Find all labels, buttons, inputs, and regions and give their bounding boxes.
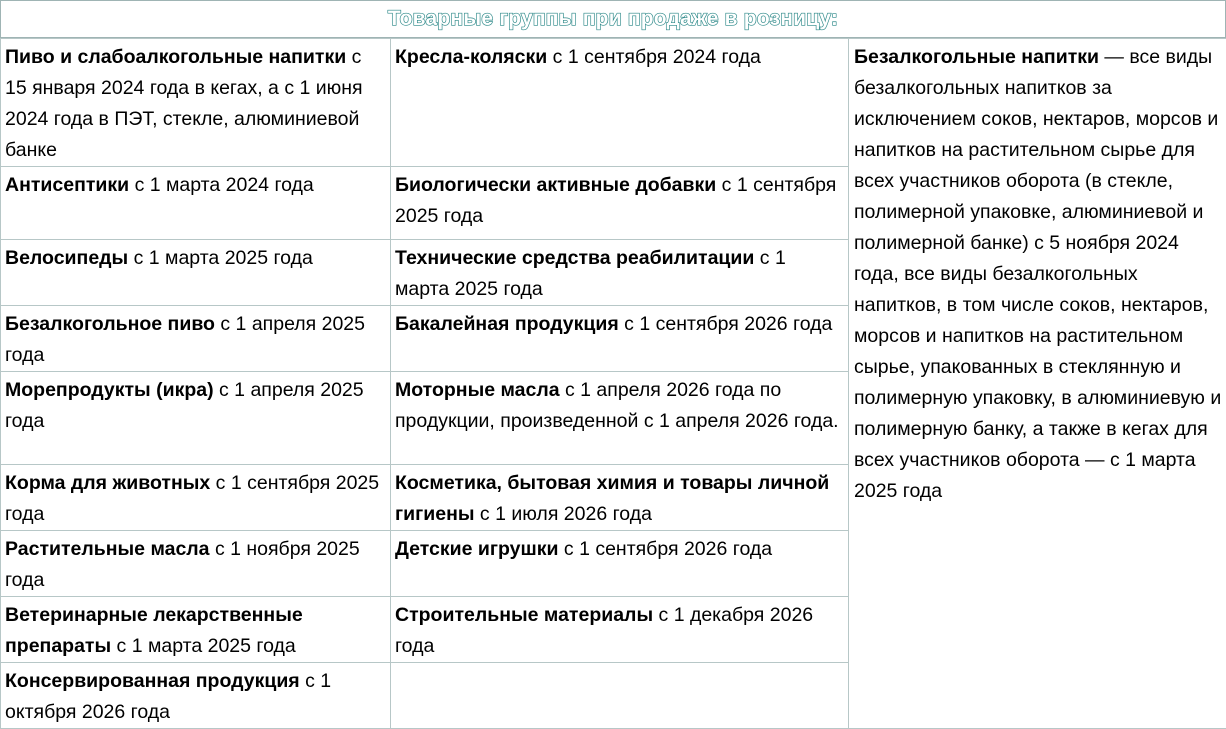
table-row [1, 39, 1226, 167]
table-cell [1, 240, 391, 306]
product-date: с 1 марта 2024 года [129, 174, 314, 196]
product-name: Технические средства реабилитации [395, 247, 754, 269]
page-title: Товарные группы при продаже в розницу: [388, 7, 838, 31]
product-date: с 1 апреля 2025 года [5, 379, 364, 432]
table-cell [391, 531, 849, 597]
product-date: с 1 сентября 2026 года [619, 313, 833, 335]
product-date: с 1 ноября 2025 года [5, 538, 360, 591]
table-cell [391, 465, 849, 531]
table-cell [1, 465, 391, 531]
product-name: Консервированная продукция [5, 670, 300, 692]
product-name: Корма для животных [5, 472, 210, 494]
product-name: Строительные материалы [395, 604, 653, 626]
table-cell [391, 306, 849, 372]
product-date: с 1 марта 2025 года [395, 247, 786, 300]
table-cell [391, 39, 849, 167]
product-date: с 1 сентября 2025 года [5, 472, 379, 525]
product-groups-table [0, 38, 1226, 729]
product-name: Моторные масла [395, 379, 560, 401]
product-name: Биологически активные добавки [395, 174, 716, 196]
table-cell [1, 167, 391, 240]
product-name: Безалкогольные напитки [854, 46, 1099, 68]
table-cell [1, 39, 391, 167]
table-cell [1, 597, 391, 663]
product-date: с 15 января 2024 года в кегах, а с 1 июня 2024 года в ПЭТ, стекле, алюминиевой банке [5, 46, 363, 161]
product-name: Косметика, бытовая химия и товары личной гигиены [395, 472, 829, 525]
table-cell [1, 372, 391, 465]
table-cell [849, 39, 1226, 729]
product-date: с 1 сентября 2026 года [558, 538, 772, 560]
product-name: Велосипеды [5, 247, 128, 269]
table-cell [391, 597, 849, 663]
product-name: Кресла-коляски [395, 46, 547, 68]
product-name: Ветеринарные лекарственные препараты [5, 604, 303, 657]
product-date: с 1 октября 2026 года [5, 670, 331, 723]
product-name: Морепродукты (икра) [5, 379, 214, 401]
product-date: с 1 апреля 2026 года по продукции, произведенной с 1 апреля 2026 года. [395, 379, 839, 432]
product-date: с 1 июля 2026 года [475, 503, 652, 525]
table-cell [391, 372, 849, 465]
product-name: Бакалейная продукция [395, 313, 619, 335]
product-name: Пиво и слабоалкогольные напитки [5, 46, 346, 68]
table-cell-empty [391, 663, 849, 729]
title-bar [0, 0, 1226, 38]
product-date: с 1 марта 2025 года [128, 247, 313, 269]
table-cell [391, 167, 849, 240]
product-name: Детские игрушки [395, 538, 558, 560]
product-name: Антисептики [5, 174, 129, 196]
product-date: с 1 сентября 2024 года [547, 46, 761, 68]
table-cell [1, 531, 391, 597]
product-name: Безалкогольное пиво [5, 313, 215, 335]
table-cell [1, 663, 391, 729]
product-date: с 1 сентября 2025 года [395, 174, 836, 227]
product-date: с 1 декабря 2026 года [395, 604, 813, 657]
table-cell [391, 240, 849, 306]
product-date: с 1 апреля 2025 года [5, 313, 365, 366]
product-date: с 1 марта 2025 года [111, 635, 296, 657]
product-date: — все виды безалкогольных напитков за исключением соков, нектаров, морсов и напитков на растительном сырье для всех участников оборота (в стекле, полимерной упаковке, алюминиевой и полимерной банке) с 5 ноября 2024 года, все виды безалкогольных напитков, в том числе соков, нектаров, морсов и напитков на растительном сырье, упакованных в стеклянную и полимерную упаковку, в алюминиевую и полимерную банку, а также в кегах для всех участников оборота — с 1 марта 2025 года [854, 46, 1221, 502]
product-name: Растительные масла [5, 538, 210, 560]
table-cell [1, 306, 391, 372]
